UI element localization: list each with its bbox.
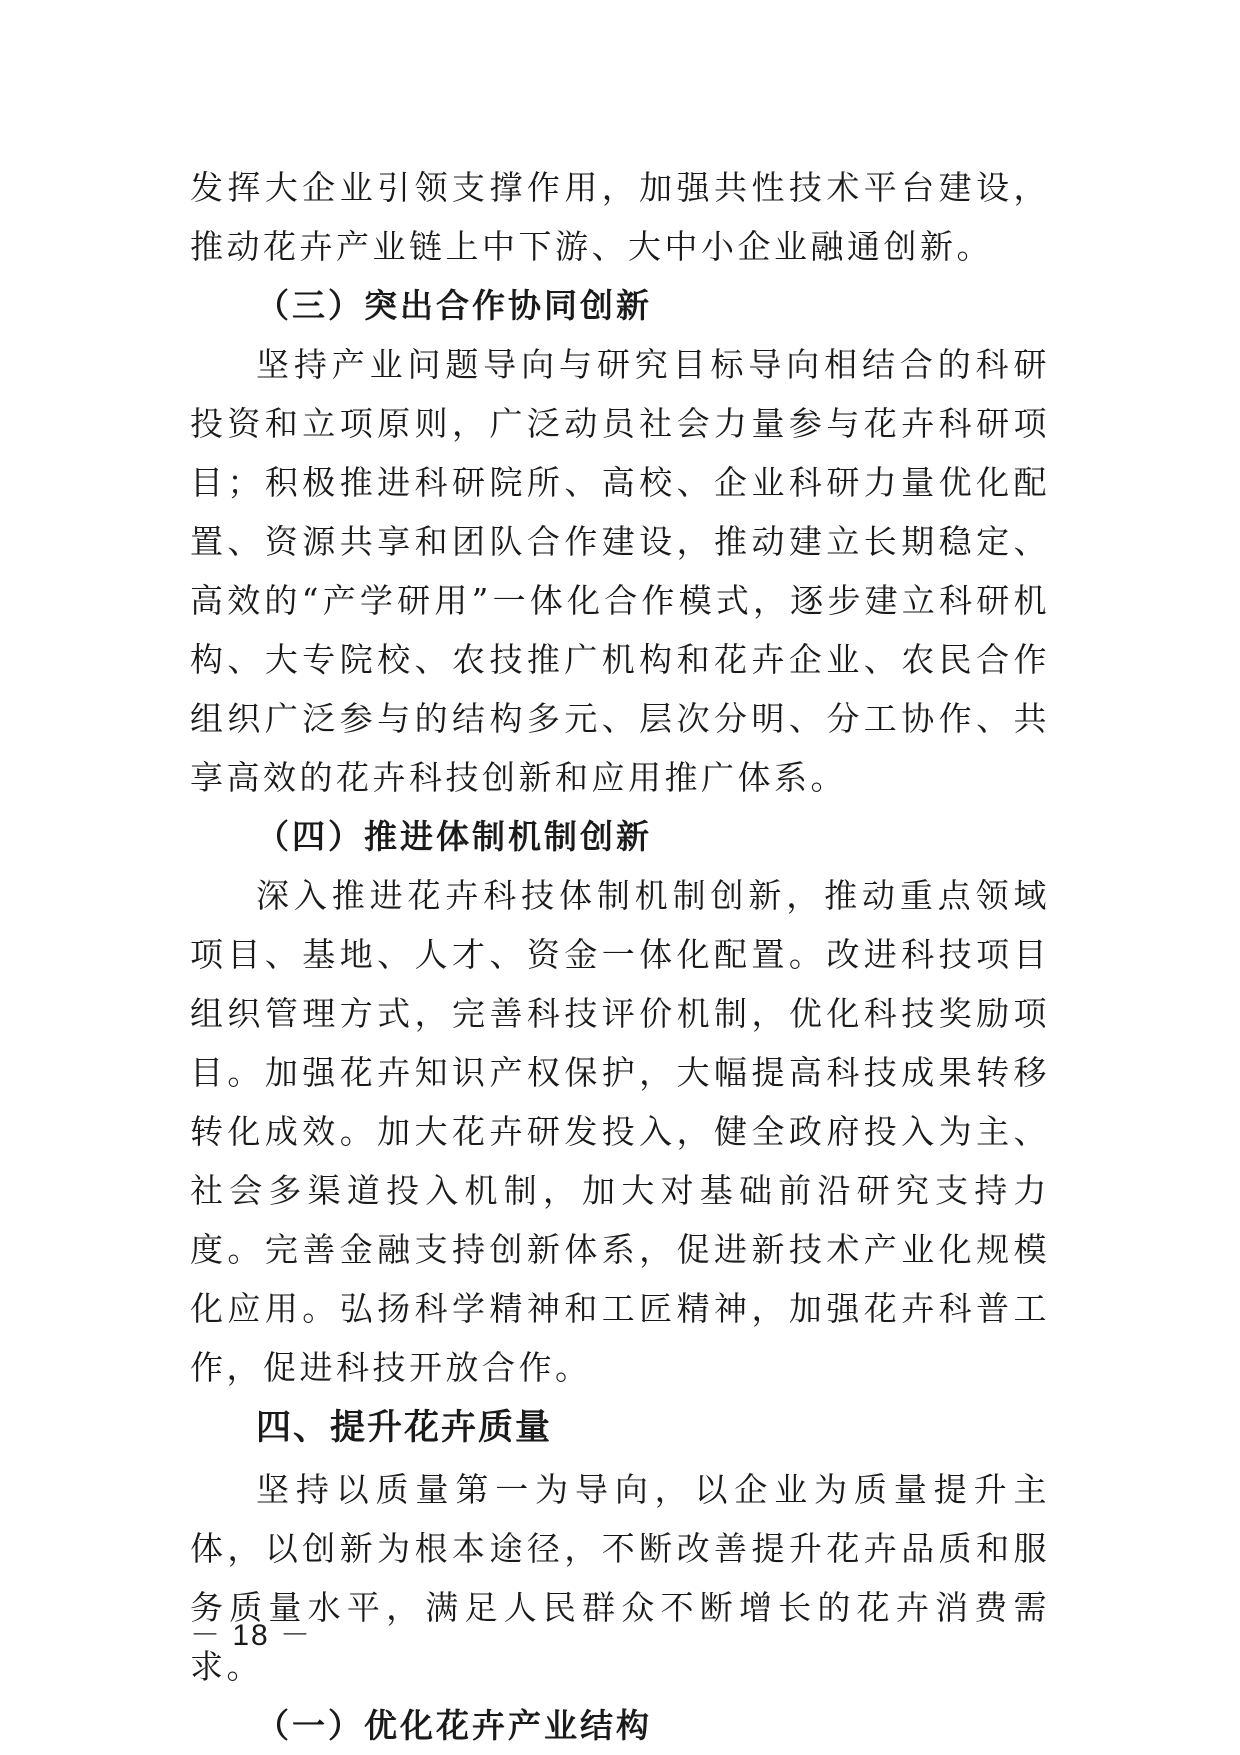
body-paragraph: 坚持产业问题导向与研究目标导向相结合的科研投资和立项原则，广泛动员社会力量参与花卉科研项目；积极推进科研院所、高校、企业科研力量优化配置、资源共享和团队合作建设，推动建立长期稳定、高效的“产学研用”一体化合作模式，逐步建立科研机构、大专院校、农技推广机构和花卉企业、农民合作组织广泛参与的结构多元、层次分明、分工协作、共享高效的花卉科技创新和应用推广体系。 (190, 345, 1050, 797)
section-subheading: （三）突出合作协同创新 (256, 286, 652, 325)
body-paragraph: 发挥大企业引领支撑作用，加强共性技术平台建设，推动花卉产业链上中下游、大中小企业融通创新。 (190, 168, 1050, 266)
body-paragraph: 坚持以质量第一为导向，以企业为质量提升主体，以创新为根本途径，不断改善提升花卉品质和服务质量水平，满足人民群众不断增长的花卉消费需求。 (190, 1470, 1050, 1686)
document-body (190, 158, 1050, 1755)
section-heading: 四、提升花卉质量 (256, 1408, 553, 1448)
body-paragraph: 深入推进花卉科技体制机制创新，推动重点领域项目、基地、人才、资金一体化配置。改进科技项目组织管理方式，完善科技评价机制，优化科技奖励项目。加强花卉知识产权保护，大幅提高科技成果转移转化成效。加大花卉研发投入，健全政府投入为主、社会多渠道投入机制，加大对基础前沿研究支持力度。完善金融支持创新体系，促进新技术产业化规模化应用。弘扬科学精神和工匠精神，加强花卉科普工作，促进科技开放合作。 (190, 876, 1050, 1387)
page-number: － 18 － (190, 1619, 313, 1652)
section-subheading: （一）优化花卉产业结构 (256, 1706, 652, 1745)
section-subheading: （四）推进体制机制创新 (256, 817, 652, 856)
